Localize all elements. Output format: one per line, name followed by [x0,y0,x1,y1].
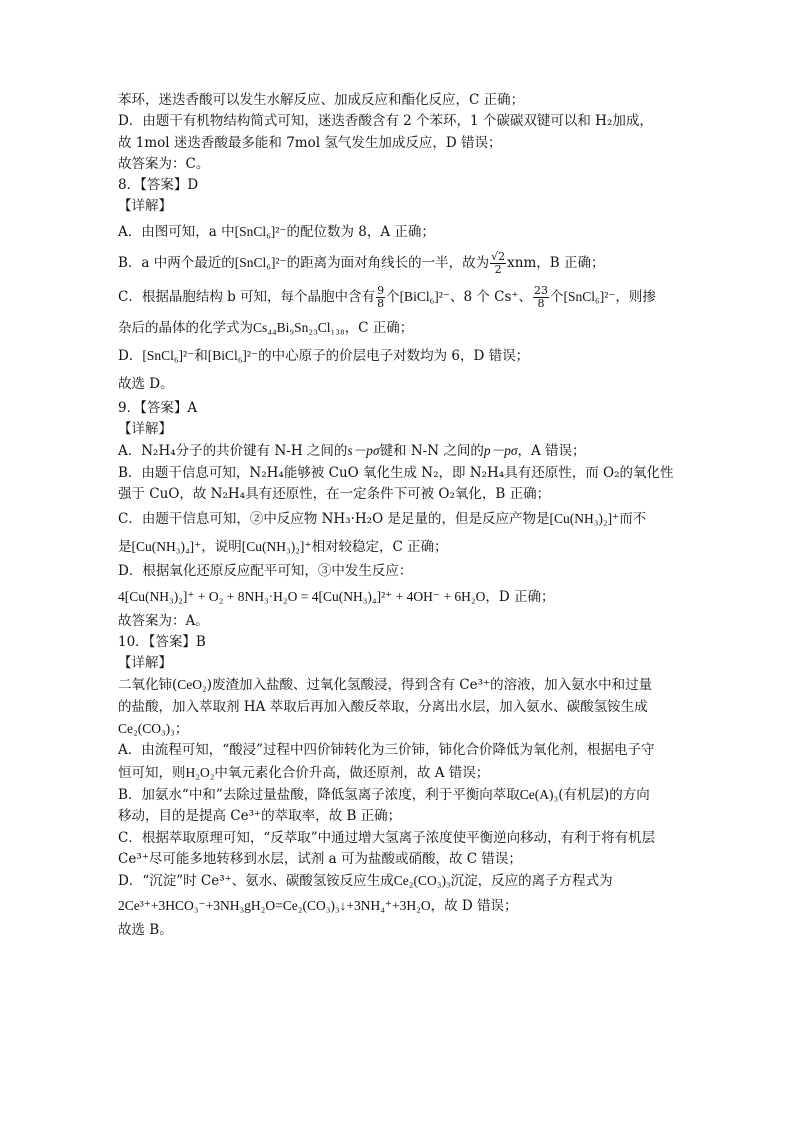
text: ，D 正确； [485,588,555,605]
text: 中氧元素化合价升高，做还原剂，故 A 错误； [214,764,490,781]
text: 杂后的晶体的化学式为 [118,319,253,336]
formula-ce2co33: Ce₂(CO₃)₃ [393,873,451,889]
q8-conclusion: 故选 D。 [118,375,174,392]
text: 相对较稳定，C 正确； [311,539,448,556]
formula-sncl6: [SnCl₆]²⁻ [142,347,195,363]
answer-page [118,90,688,942]
q9-option-a [118,440,688,462]
formula-s-p-sigma: s－pσ [347,443,380,459]
text: ； [174,721,189,738]
q8-option-b [118,246,688,280]
q9-option-c-cont [118,533,688,561]
denominator: 8 [377,296,385,310]
text: 沉淀，反应的离子方程式为 [450,873,613,890]
text: xnm，B 正确； [507,254,605,271]
formula-bicl6: [BiCl₆]²⁻ [399,288,450,304]
q10-intro [118,674,688,696]
fraction-sqrt2-over-2 [490,251,506,276]
text: A．由图可知，a 中 [118,223,235,240]
text: 是 [118,539,132,556]
text: ，C 正确； [344,319,414,336]
text: 、8 个 Cs⁺、 [449,288,533,305]
numerator: 23 [534,283,549,297]
text: 键和 N-N 之间的 [379,443,484,460]
denominator: 2 [494,262,502,276]
detail-heading: 【详解】 [118,421,172,438]
formula-sncl6: [SnCl₆]²⁻ [234,254,287,270]
detail-heading: 【详解】 [118,655,172,672]
formula-cu-nh3-2: [Cu(NH₃)₂]⁺ [549,511,620,527]
q10-option-c-cont: Ce³⁺尽可能多地转移到水层，试剂 a 可为盐酸或硝酸，故 C 错误； [118,850,522,867]
q9-option-d: D．根据氧化还原反应配平可知，③中发生反应： [118,563,413,580]
text: 的距离为面对角线长的一半，故为 [286,254,490,271]
q10-option-b-cont: 移动，目的是提高 Ce³⁺的萃取率，故 B 正确； [118,808,402,825]
formula-h2o2: H₂O₂ [185,764,215,780]
formula-ce2co33: Ce₂(CO₃)₃ [118,721,175,737]
question-8-answer: 8．【答案】D [118,177,199,194]
text-line: 故 1mol 迷迭香酸最多能和 7mol 氢气发生加成反应，D 错误； [118,134,502,151]
formula-cu-nh3-2: [Cu(NH₃)₂]⁺ [241,539,312,555]
formula-ionic-equation: 2Ce³⁺+3HCO₃⁻+3NH₃gH₂O=Ce₂(CO₃)₃↓+3NH₄⁺+3H₂O [118,898,431,914]
formula-equation: 4[Cu(NH₃)₂]⁺ + O₂ + 8NH₃·H₂O = 4[Cu(NH₃)₄]²⁺ + 4OH⁻ + 6H₂O [118,588,486,604]
formula-sncl6: [SnCl₆]²⁻ [234,223,287,239]
text-line: 故答案为：C。 [118,155,210,172]
text: )废渣加入盐酸、过氧化氢酸浸，得到含有 Ce³⁺的溶液，加入氨水中和过量 [206,677,653,694]
formula-cu-nh3-4: [Cu(NH₃)₄]⁺ [131,539,202,555]
q8-option-c [118,280,688,314]
formula-ceo2: CeO₂ [177,677,207,693]
fraction-23-over-8 [533,285,549,310]
text: ，A 错误； [517,443,586,460]
text: B．a 中两个最近的 [118,254,235,271]
q9-equation [118,583,688,611]
text-line: 苯环，迷迭香酸可以发生水解反应、加成反应和酯化反应，C 正确； [118,92,525,108]
q10-option-a-cont [118,762,688,784]
numerator: √2 [491,249,506,263]
q10-option-a: A．由流程可知，“酸浸”过程中四价铈转化为三价铈，铈化合价降低为氧化剂，根据电子守 [118,742,655,759]
q8-option-c-cont [118,314,688,342]
text: B．加氨水“中和”去除过量盐酸，降低氢离子浓度，利于平衡向萃取 [118,786,520,803]
text: (有机层)的方向 [558,786,650,803]
numerator: 9 [377,283,385,297]
text: D．“沉淀”时 Ce³⁺、氨水、碳酸氢铵反应生成 [118,873,394,890]
text: A．N₂H₄分子的共价键有 N-H 之间的 [118,443,348,460]
text: 和 [194,347,208,364]
text: C．由题干信息可知，②中反应物 NH₃·H₂O 是足量的，但是反应产物是 [118,511,550,528]
q10-option-c: C．根据萃取原理可知，“反萃取”中通过增大氢离子浓度使平衡逆向移动，有利于将有机层 [118,829,656,846]
formula-crystal: Cs₄₄Bi₉Sn₂₃Cl₁₃₈ [253,319,345,335]
text: 的中心原子的价层电子对数均为 6，D 错误； [258,347,530,364]
q9-conclusion: 故答案为：A。 [118,612,209,629]
denominator: 8 [537,296,545,310]
q10-intro-cont [118,718,688,740]
q8-option-a [118,218,688,246]
fraction-9-over-8 [376,285,385,310]
text: ，则掺 [615,288,656,305]
text: ，故 D 错误； [430,898,518,915]
q10-option-b [118,784,688,806]
text: 恒可知，则 [118,764,186,781]
q10-option-d [118,870,688,892]
text-line: D．由题干有机物结构简式可知，迷迭香酸含有 2 个苯环，1 个碳碳双键可以和 H₂加成， [118,113,653,130]
q10-intro-cont: 的盐酸，加入萃取剂 HA 萃取后再加入酸反萃取，分离出水层，加入氨水、碳酸氢铵生成 [118,698,648,715]
text: 的配位数为 8，A 正确； [286,223,435,240]
q10-ionic-equation [118,892,688,920]
text: 而不 [619,511,647,528]
text: D． [118,347,143,364]
text: 二氧化铈( [118,677,178,694]
text: 个 [386,288,400,305]
q9-option-b-cont: 强于 CuO，故 N₂H₄具有还原性，在一定条件下可被 O₂氧化，B 正确； [118,485,551,502]
formula-cea3: Ce(A)₃ [519,786,559,802]
q9-option-c [118,505,688,533]
text: ，说明 [201,539,242,556]
detail-heading: 【详解】 [118,198,172,215]
formula-bicl6: [BiCl₆]²⁻ [207,347,259,363]
q10-conclusion: 故选 B。 [118,922,173,939]
question-10-answer: 10．【答案】B [118,633,206,650]
formula-sncl6: [SnCl₆]²⁻ [563,288,616,304]
formula-p-p-sigma: p－pσ [483,443,518,459]
q8-option-d [118,342,688,370]
text: C．根据晶胞结构 b 可知，每个晶胞中含有 [118,288,376,305]
q9-option-b: B．由题干信息可知，N₂H₄能够被 CuO 氧化生成 N₂，即 N₂H₄具有还原性，而 O₂的氧化性 [118,464,674,481]
text: 个 [550,288,564,305]
question-9-answer: 9．【答案】A [118,399,198,416]
